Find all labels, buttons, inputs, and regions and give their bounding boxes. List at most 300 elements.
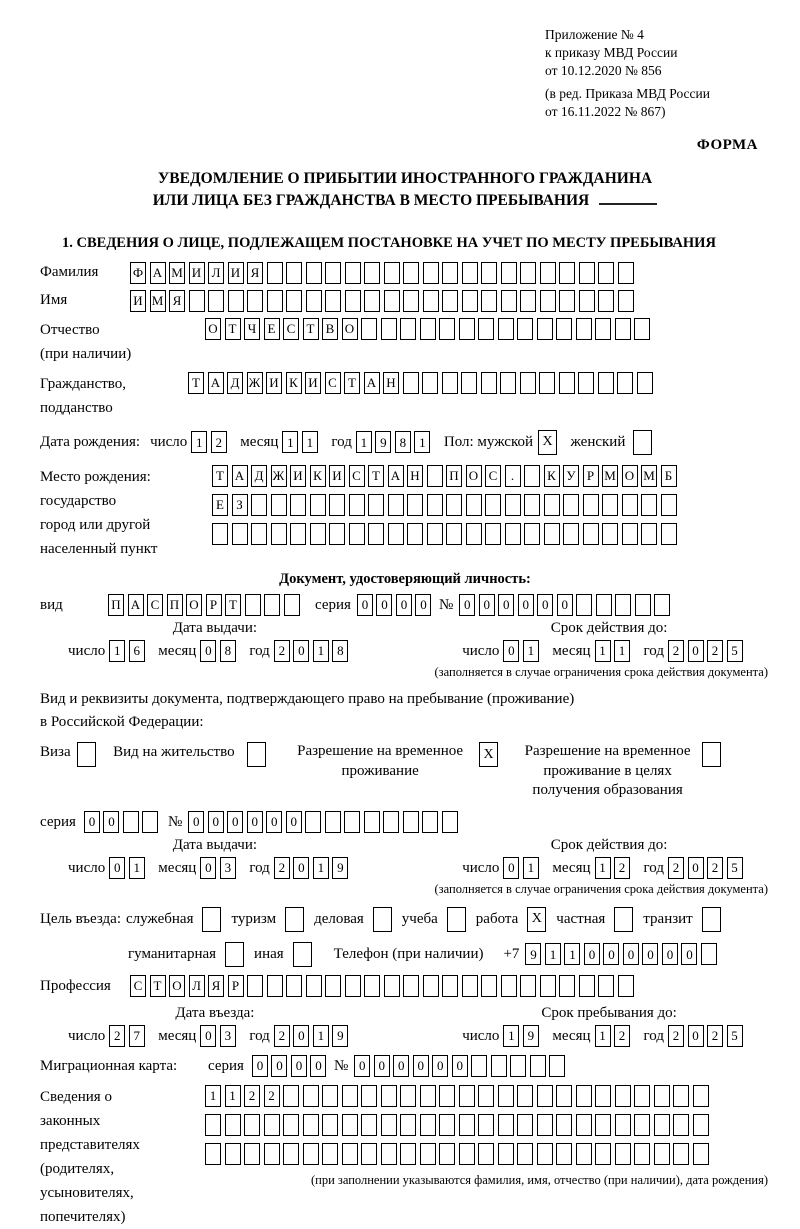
char-box[interactable]: 1 [282,431,298,453]
char-box[interactable] [271,494,287,516]
char-box[interactable]: Н [407,465,423,487]
char-box[interactable]: Я [208,975,224,997]
char-box[interactable]: 0 [291,1055,307,1077]
char-box[interactable]: 0 [518,594,534,616]
char-box[interactable] [361,318,377,340]
char-box[interactable]: 0 [503,640,519,662]
char-box[interactable]: 7 [129,1025,145,1047]
char-box[interactable]: 0 [227,811,243,833]
char-box[interactable] [384,290,400,312]
char-box[interactable] [310,494,326,516]
char-box[interactable] [478,318,494,340]
char-box[interactable] [442,811,458,833]
char-box[interactable]: 0 [374,1055,390,1077]
char-box[interactable]: 2 [274,1025,290,1047]
char-box[interactable] [283,1085,299,1107]
char-box[interactable] [368,494,384,516]
char-box[interactable]: 0 [537,594,553,616]
char-box[interactable] [544,523,560,545]
char-box[interactable] [622,523,638,545]
char-box[interactable] [329,523,345,545]
char-box[interactable]: 0 [498,594,514,616]
char-box[interactable] [459,1114,475,1136]
char-box[interactable] [578,372,594,394]
char-box[interactable]: 0 [459,594,475,616]
char-box[interactable] [400,1143,416,1165]
char-box[interactable] [407,494,423,516]
char-box[interactable]: 1 [225,1085,241,1107]
char-box[interactable]: У [563,465,579,487]
char-box[interactable] [232,523,248,545]
purpose-humanitarian-checkbox[interactable] [225,942,244,967]
char-box[interactable] [310,523,326,545]
char-box[interactable]: 9 [332,1025,348,1047]
char-box[interactable] [383,811,399,833]
char-box[interactable] [189,290,205,312]
char-box[interactable] [384,975,400,997]
char-box[interactable]: А [232,465,248,487]
char-box[interactable] [422,811,438,833]
char-box[interactable] [634,1143,650,1165]
char-box[interactable] [524,523,540,545]
char-box[interactable]: 3 [220,1025,236,1047]
char-box[interactable] [576,318,592,340]
char-box[interactable]: 1 [614,640,630,662]
char-box[interactable]: Я [169,290,185,312]
char-box[interactable] [462,262,478,284]
char-box[interactable] [556,1085,572,1107]
char-box[interactable] [439,1114,455,1136]
char-box[interactable]: 0 [479,594,495,616]
char-box[interactable] [661,523,677,545]
char-box[interactable]: . [505,465,521,487]
char-box[interactable] [225,1143,241,1165]
char-box[interactable]: Т [225,594,241,616]
char-box[interactable]: 9 [332,857,348,879]
char-box[interactable] [501,262,517,284]
char-box[interactable] [400,318,416,340]
char-box[interactable] [563,494,579,516]
char-box[interactable] [245,594,261,616]
char-box[interactable] [549,1055,565,1077]
char-box[interactable]: 0 [200,640,216,662]
char-box[interactable] [427,465,443,487]
char-box[interactable] [559,372,575,394]
char-box[interactable] [345,975,361,997]
char-box[interactable] [498,1143,514,1165]
char-box[interactable] [583,494,599,516]
char-box[interactable] [420,1085,436,1107]
char-box[interactable] [446,523,462,545]
char-box[interactable] [466,494,482,516]
char-box[interactable]: 0 [415,594,431,616]
char-box[interactable]: Р [228,975,244,997]
char-box[interactable] [244,1143,260,1165]
char-box[interactable] [539,372,555,394]
char-box[interactable] [556,1143,572,1165]
char-box[interactable] [576,1085,592,1107]
char-box[interactable] [284,594,300,616]
edu-permit-checkbox[interactable] [702,742,721,767]
char-box[interactable] [267,262,283,284]
char-box[interactable] [654,1085,670,1107]
char-box[interactable]: С [130,975,146,997]
char-box[interactable] [618,262,634,284]
char-box[interactable] [446,494,462,516]
char-box[interactable] [247,290,263,312]
char-box[interactable] [244,1114,260,1136]
char-box[interactable]: 0 [584,943,600,965]
char-box[interactable]: 1 [313,640,329,662]
char-box[interactable] [290,523,306,545]
char-box[interactable]: П [446,465,462,487]
char-box[interactable] [537,1114,553,1136]
char-box[interactable] [290,494,306,516]
char-box[interactable] [349,494,365,516]
char-box[interactable]: О [466,465,482,487]
char-box[interactable]: С [283,318,299,340]
char-box[interactable]: Ж [271,465,287,487]
char-box[interactable] [325,811,341,833]
char-box[interactable] [598,290,614,312]
char-box[interactable] [400,1114,416,1136]
char-box[interactable]: 0 [432,1055,448,1077]
char-box[interactable]: 0 [557,594,573,616]
char-box[interactable] [485,523,501,545]
char-box[interactable] [344,811,360,833]
char-box[interactable]: 0 [271,1055,287,1077]
char-box[interactable]: 1 [523,640,539,662]
char-box[interactable]: О [205,318,221,340]
char-box[interactable] [271,523,287,545]
char-box[interactable] [540,262,556,284]
char-box[interactable] [598,372,614,394]
char-box[interactable]: В [322,318,338,340]
char-box[interactable] [498,318,514,340]
char-box[interactable] [325,975,341,997]
char-box[interactable]: О [622,465,638,487]
char-box[interactable] [403,975,419,997]
char-box[interactable]: 2 [668,1025,684,1047]
char-box[interactable] [306,975,322,997]
char-box[interactable]: И [329,465,345,487]
char-box[interactable] [530,1055,546,1077]
char-box[interactable]: 1 [313,1025,329,1047]
char-box[interactable]: 1 [356,431,372,453]
char-box[interactable] [520,975,536,997]
char-box[interactable] [615,594,631,616]
char-box[interactable] [462,975,478,997]
char-box[interactable]: К [286,372,302,394]
char-box[interactable]: 0 [357,594,373,616]
char-box[interactable]: 2 [707,1025,723,1047]
char-box[interactable] [583,523,599,545]
char-box[interactable] [251,494,267,516]
char-box[interactable] [381,1085,397,1107]
char-box[interactable]: 2 [614,857,630,879]
char-box[interactable] [617,372,633,394]
char-box[interactable] [264,1114,280,1136]
char-box[interactable]: И [305,372,321,394]
char-box[interactable]: 2 [244,1085,260,1107]
char-box[interactable] [634,318,650,340]
char-box[interactable]: 0 [109,857,125,879]
sex-female-checkbox[interactable] [633,430,652,455]
char-box[interactable] [485,494,501,516]
char-box[interactable] [615,318,631,340]
char-box[interactable] [481,290,497,312]
char-box[interactable] [505,523,521,545]
char-box[interactable] [461,372,477,394]
char-box[interactable]: А [150,262,166,284]
char-box[interactable] [524,494,540,516]
char-box[interactable]: И [228,262,244,284]
char-box[interactable] [598,262,614,284]
purpose-study-checkbox[interactable] [447,907,466,932]
char-box[interactable]: 1 [595,1025,611,1047]
char-box[interactable] [693,1114,709,1136]
char-box[interactable] [673,1085,689,1107]
char-box[interactable]: 0 [266,811,282,833]
char-box[interactable] [423,975,439,997]
char-box[interactable] [661,494,677,516]
char-box[interactable] [537,1143,553,1165]
char-box[interactable]: И [290,465,306,487]
char-box[interactable] [442,975,458,997]
char-box[interactable] [471,1055,487,1077]
char-box[interactable]: Е [264,318,280,340]
char-box[interactable]: М [602,465,618,487]
char-box[interactable]: П [108,594,124,616]
char-box[interactable] [228,290,244,312]
char-box[interactable]: 1 [595,857,611,879]
char-box[interactable]: 9 [375,431,391,453]
char-box[interactable] [544,494,560,516]
char-box[interactable] [388,523,404,545]
char-box[interactable]: А [128,594,144,616]
char-box[interactable]: 1 [595,640,611,662]
char-box[interactable] [322,1143,338,1165]
char-box[interactable]: 1 [109,640,125,662]
char-box[interactable] [349,523,365,545]
char-box[interactable]: Л [189,975,205,997]
char-box[interactable] [654,594,670,616]
char-box[interactable] [540,290,556,312]
char-box[interactable] [427,494,443,516]
char-box[interactable] [267,975,283,997]
char-box[interactable] [579,975,595,997]
char-box[interactable] [517,1143,533,1165]
char-box[interactable]: М [641,465,657,487]
char-box[interactable] [524,465,540,487]
char-box[interactable]: О [169,975,185,997]
char-box[interactable] [595,318,611,340]
char-box[interactable]: Б [661,465,677,487]
char-box[interactable] [537,1085,553,1107]
char-box[interactable]: 2 [668,640,684,662]
char-box[interactable]: 9 [523,1025,539,1047]
char-box[interactable] [322,1114,338,1136]
char-box[interactable] [559,975,575,997]
char-box[interactable] [225,1114,241,1136]
char-box[interactable] [510,1055,526,1077]
purpose-business-checkbox[interactable] [373,907,392,932]
char-box[interactable] [673,1114,689,1136]
char-box[interactable] [361,1143,377,1165]
char-box[interactable] [634,1085,650,1107]
char-box[interactable]: С [147,594,163,616]
char-box[interactable] [520,262,536,284]
char-box[interactable] [381,1143,397,1165]
char-box[interactable]: 2 [274,857,290,879]
char-box[interactable] [420,318,436,340]
char-box[interactable] [576,1114,592,1136]
char-box[interactable] [654,1143,670,1165]
char-box[interactable] [403,262,419,284]
char-box[interactable]: П [167,594,183,616]
char-box[interactable] [615,1085,631,1107]
char-box[interactable] [283,1143,299,1165]
char-box[interactable] [491,1055,507,1077]
char-box[interactable] [500,372,516,394]
char-box[interactable]: Ж [247,372,263,394]
char-box[interactable] [537,318,553,340]
char-box[interactable] [361,1114,377,1136]
char-box[interactable] [442,262,458,284]
char-box[interactable] [602,494,618,516]
char-box[interactable]: 0 [354,1055,370,1077]
char-box[interactable] [283,1114,299,1136]
char-box[interactable]: 1 [523,857,539,879]
char-box[interactable] [403,811,419,833]
char-box[interactable]: Т [212,465,228,487]
char-box[interactable]: И [130,290,146,312]
char-box[interactable] [123,811,139,833]
char-box[interactable] [481,975,497,997]
char-box[interactable]: 0 [103,811,119,833]
char-box[interactable]: 8 [395,431,411,453]
char-box[interactable]: 1 [503,1025,519,1047]
char-box[interactable]: С [325,372,341,394]
char-box[interactable]: 1 [414,431,430,453]
char-box[interactable]: 0 [200,1025,216,1047]
char-box[interactable] [595,1143,611,1165]
char-box[interactable]: 0 [393,1055,409,1077]
char-box[interactable] [388,494,404,516]
char-box[interactable]: Т [303,318,319,340]
char-box[interactable] [517,1085,533,1107]
char-box[interactable] [596,594,612,616]
char-box[interactable] [481,262,497,284]
char-box[interactable] [205,1114,221,1136]
char-box[interactable]: 0 [84,811,100,833]
char-box[interactable] [286,262,302,284]
char-box[interactable] [322,1085,338,1107]
char-box[interactable]: Е [212,494,228,516]
char-box[interactable] [576,594,592,616]
char-box[interactable] [693,1143,709,1165]
char-box[interactable] [701,943,717,965]
char-box[interactable]: 1 [191,431,207,453]
char-box[interactable] [556,318,572,340]
char-box[interactable] [517,1114,533,1136]
char-box[interactable]: М [150,290,166,312]
char-box[interactable]: 1 [313,857,329,879]
char-box[interactable] [505,494,521,516]
char-box[interactable]: Н [383,372,399,394]
char-box[interactable] [637,372,653,394]
char-box[interactable] [462,290,478,312]
char-box[interactable] [559,290,575,312]
purpose-work-checkbox[interactable]: X [527,907,546,932]
sex-male-checkbox[interactable]: X [538,430,557,455]
char-box[interactable] [420,1114,436,1136]
char-box[interactable] [384,262,400,284]
char-box[interactable]: А [388,465,404,487]
char-box[interactable]: Ф [130,262,146,284]
char-box[interactable] [247,975,263,997]
char-box[interactable]: Д [251,465,267,487]
char-box[interactable]: 0 [293,857,309,879]
char-box[interactable] [403,290,419,312]
char-box[interactable]: 0 [603,943,619,965]
char-box[interactable] [305,811,321,833]
char-box[interactable] [634,1114,650,1136]
char-box[interactable] [400,1085,416,1107]
char-box[interactable]: 9 [525,943,541,965]
char-box[interactable] [325,290,341,312]
char-box[interactable]: 0 [503,857,519,879]
char-box[interactable] [442,290,458,312]
temp-permit-checkbox[interactable]: X [479,742,498,767]
char-box[interactable] [427,523,443,545]
char-box[interactable]: 2 [274,640,290,662]
purpose-private-checkbox[interactable] [614,907,633,932]
char-box[interactable] [251,523,267,545]
char-box[interactable]: Т [344,372,360,394]
char-box[interactable]: К [544,465,560,487]
char-box[interactable]: 1 [545,943,561,965]
char-box[interactable]: З [232,494,248,516]
char-box[interactable]: 1 [129,857,145,879]
char-box[interactable]: 0 [623,943,639,965]
char-box[interactable] [439,1143,455,1165]
char-box[interactable] [498,1114,514,1136]
char-box[interactable] [420,1143,436,1165]
char-box[interactable]: Я [247,262,263,284]
char-box[interactable] [303,1143,319,1165]
char-box[interactable]: И [266,372,282,394]
char-box[interactable]: 0 [452,1055,468,1077]
char-box[interactable]: С [349,465,365,487]
char-box[interactable] [325,262,341,284]
char-box[interactable] [286,290,302,312]
char-box[interactable] [364,975,380,997]
char-box[interactable]: К [310,465,326,487]
char-box[interactable] [264,1143,280,1165]
char-box[interactable] [345,262,361,284]
char-box[interactable] [329,494,345,516]
char-box[interactable] [403,372,419,394]
char-box[interactable]: 0 [681,943,697,965]
purpose-official-checkbox[interactable] [202,907,221,932]
char-box[interactable] [342,1085,358,1107]
char-box[interactable] [602,523,618,545]
char-box[interactable] [673,1143,689,1165]
char-box[interactable]: 1 [205,1085,221,1107]
char-box[interactable]: 0 [293,640,309,662]
char-box[interactable] [501,290,517,312]
